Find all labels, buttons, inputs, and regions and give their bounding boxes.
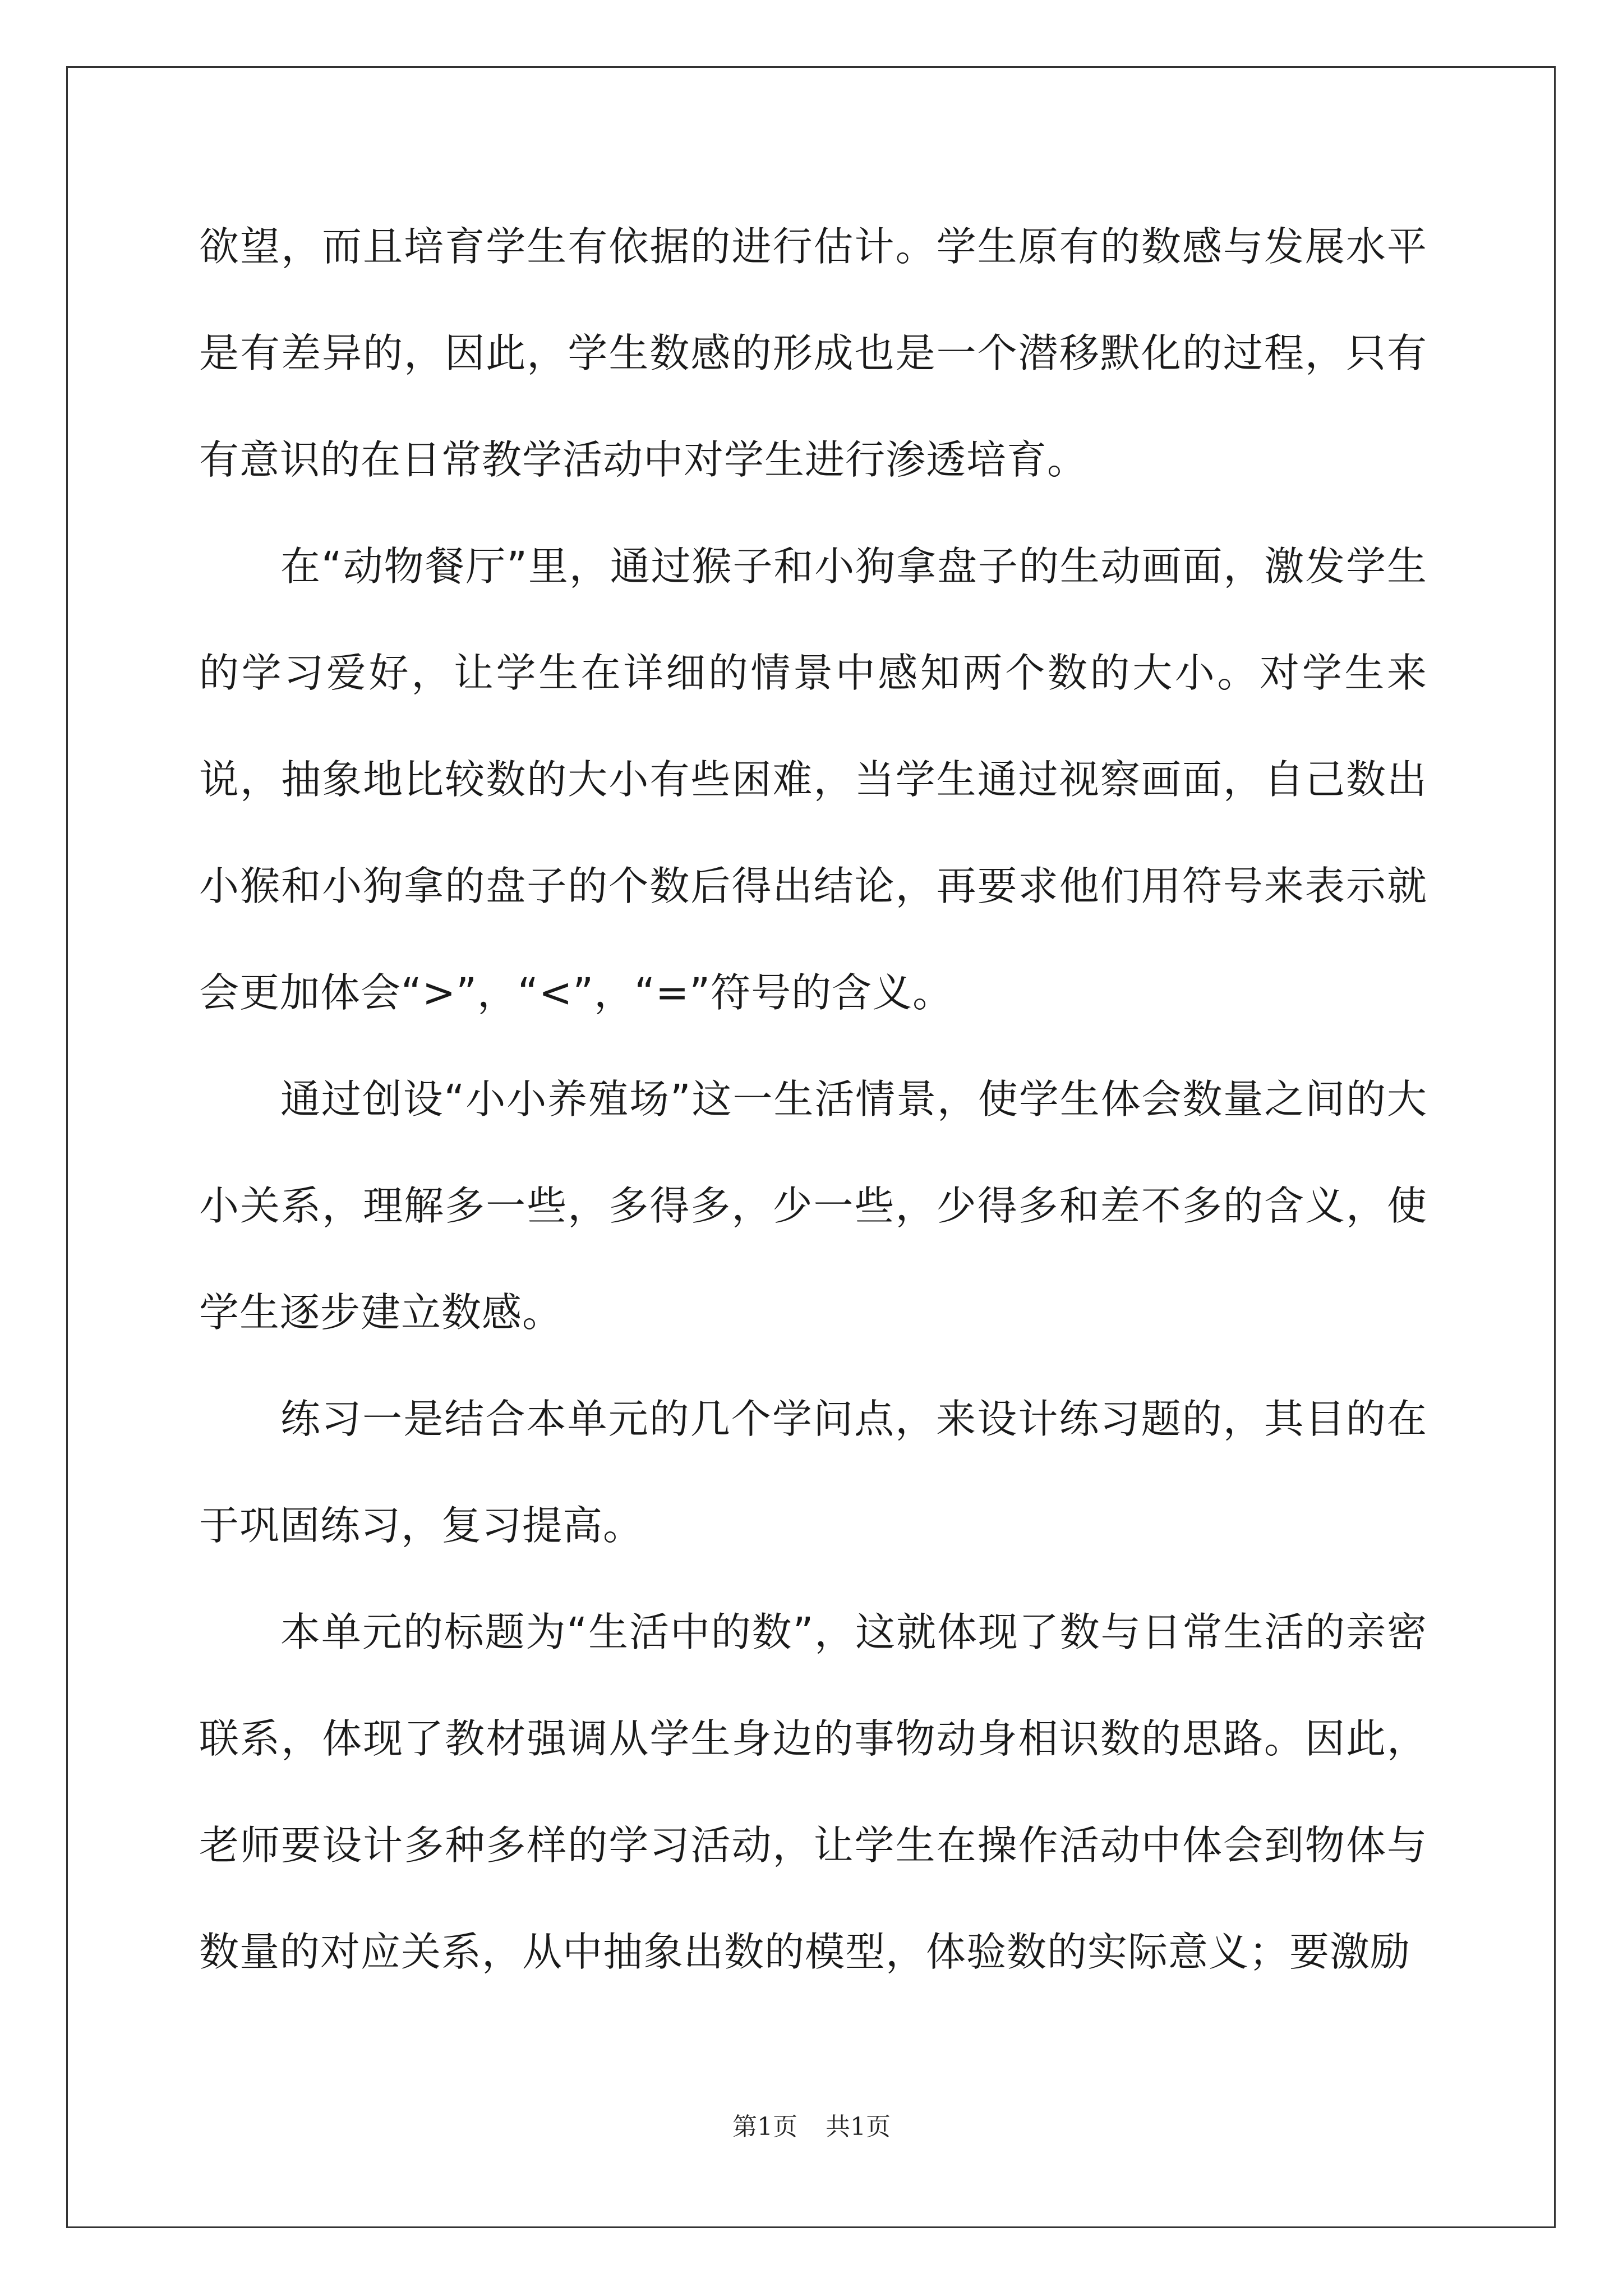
page-number: 第1页 [732,2113,797,2141]
paragraph-4: 练习一是结合本单元的几个学问点，来设计练习题的，其目的在于巩固练习，复习提高。 [199,1396,1427,1549]
document-body [199,194,1427,2005]
page-footer [0,2106,1623,2142]
page-total: 共1页 [826,2113,891,2141]
paragraph-5: 本单元的标题为“生活中的数”，这就体现了数与日常生活的亲密联系，体现了教材强调从学生身边的事物动身相识数的思路。因此，老师要设计多种多样的学习活动，让学生在操作活动中体会到物体与数量的对应关系，从中抽象出数的模型，体验数的实际意义；要激励 [199,1609,1427,1975]
paragraph-2: 在“动物餐厅”里，通过猴子和小狗拿盘子的生动画面，激发学生的学习爱好，让学生在详细的情景中感知两个数的大小。对学生来说，抽象地比较数的大小有些困难，当学生通过视察画面，自己数出小猴和小狗拿的盘子的个数后得出结论，再要求他们用符号来表示就会更加体会“>”，“<”，“=”符号的含义。 [199,543,1427,1016]
paragraph-1: 欲望，而且培育学生有依据的进行估计。学生原有的数感与发展水平是有差异的，因此，学生数感的形成也是一个潜移默化的过程，只有有意识的在日常教学活动中对学生进行渗透培育。 [199,223,1427,483]
paragraph-3: 通过创设“小小养殖场”这一生活情景，使学生体会数量之间的大小关系，理解多一些，多得多，少一些，少得多和差不多的含义，使学生逐步建立数感。 [199,1076,1427,1336]
